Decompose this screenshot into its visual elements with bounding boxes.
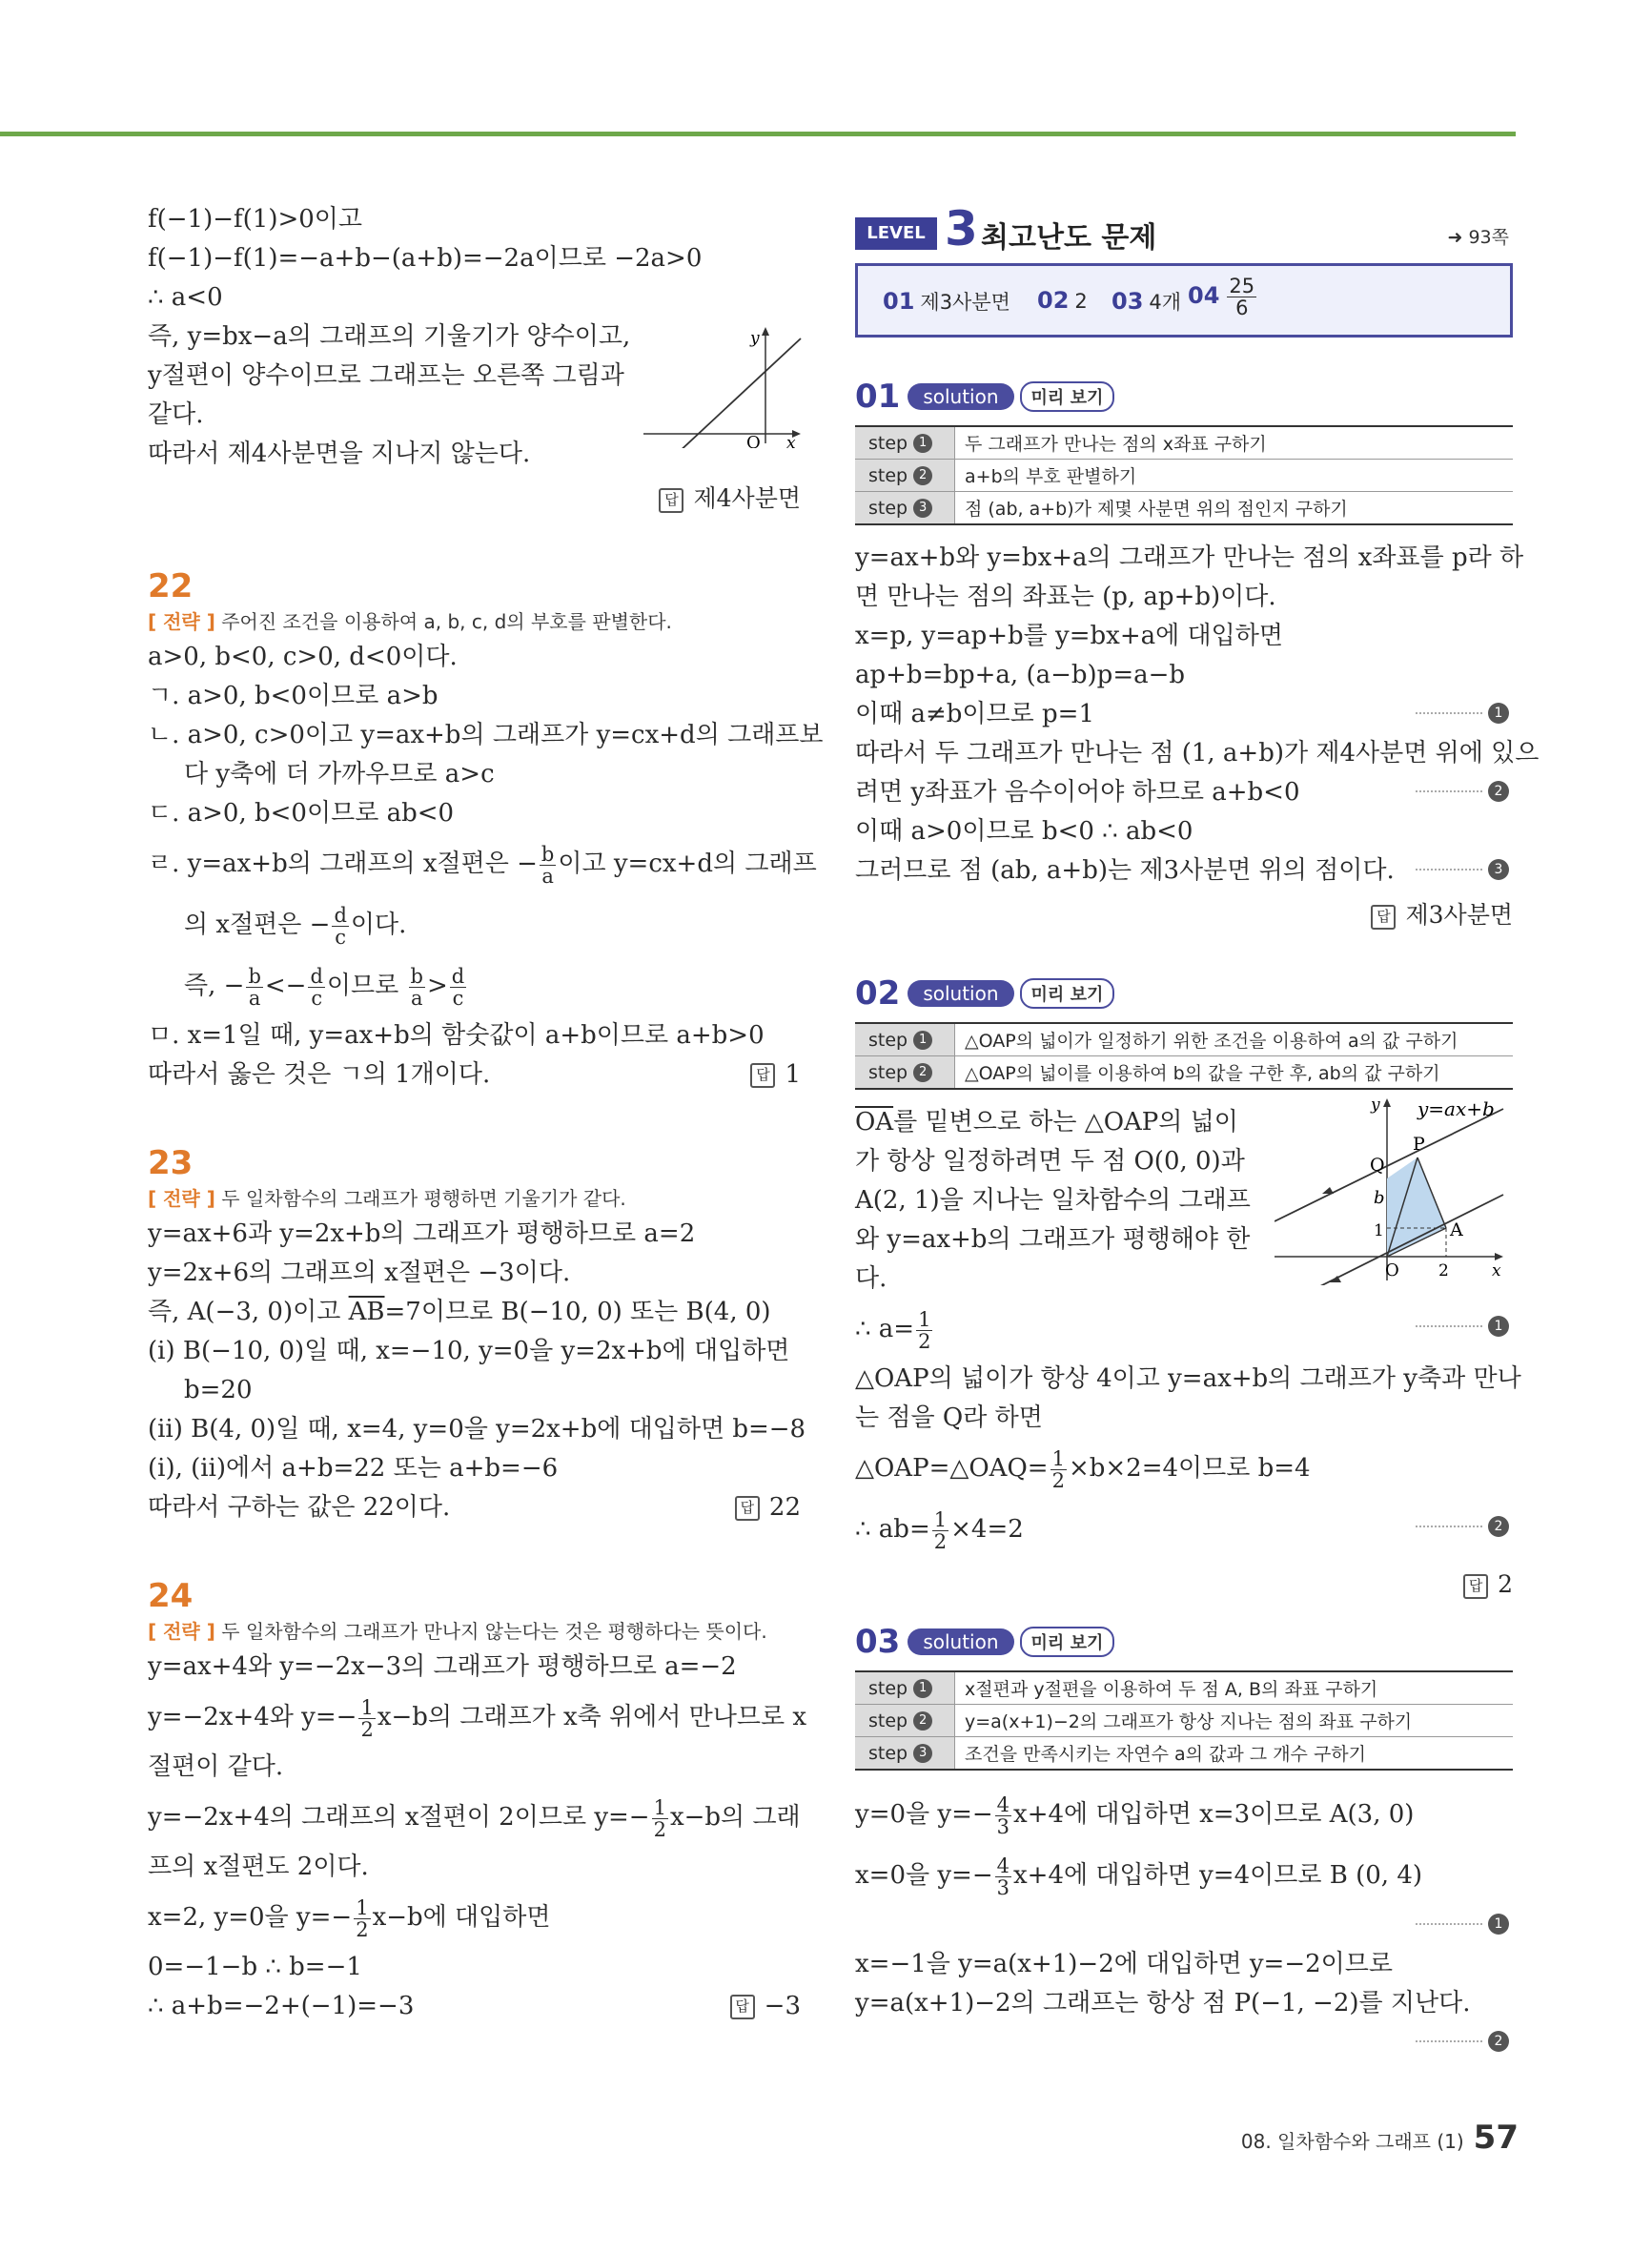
fraction: $\frac{d}{c}$: [310, 964, 323, 1010]
text-line: y=a(x+1)−2의 그래프는 항상 점 P(−1, −2)를 지난다.: [855, 1989, 1471, 2017]
text-line: ∴ ab= $\frac{1}{2}$ ×4=2 2: [855, 1499, 1513, 1560]
problem-24: [148, 1577, 807, 2026]
text-line: 따라서 구하는 값은 22이다. 답 22: [148, 1488, 801, 1527]
text-line: y=ax+6과 y=2x+b의 그래프가 평행하므로 a=2: [148, 1219, 696, 1248]
text-line: ap+b=bp+a, (a−b)p=a−b: [855, 661, 1186, 689]
answer-inline: 답 22: [735, 1488, 801, 1527]
svg-text:A: A: [1450, 1219, 1463, 1240]
text-line: 같다.: [148, 400, 204, 429]
step-row: step 2 △OAP의 넓이를 이용하여 b의 값을 구한 후, ab의 값 구하기: [855, 1056, 1513, 1088]
preview-label: 미리 보기: [1020, 1627, 1115, 1657]
text-line: ㄱ. a>0, b<0이므로 a>b: [148, 682, 438, 710]
text-line: a>0, b<0, c>0, d<0이다.: [148, 643, 458, 671]
svg-text:y: y: [1371, 1096, 1380, 1115]
step-row: step 3 조건을 만족시키는 자연수 a의 값과 그 개수 구하기: [855, 1737, 1513, 1769]
step-table: [855, 1022, 1513, 1090]
text-line: ㄴ. a>0, c>0이고 y=ax+b의 그래프가 y=cx+d의 그래프보: [148, 721, 824, 749]
text-line: $\overline{OA}$를 밑변으로 하는 △OAP의 넓이: [855, 1108, 1238, 1137]
step-row: step 3 점 (ab, a+b)가 제몇 사분면 위의 점인지 구하기: [855, 492, 1513, 523]
fraction: $\frac{4}{3}$: [996, 1854, 1010, 1899]
text-line: 와 y=ax+b의 그래프가 평행해야 한: [855, 1225, 1251, 1254]
page-number: 57: [1473, 2119, 1519, 2157]
problem-number: 24: [148, 1577, 194, 1615]
marker-line: [855, 1906, 1513, 1945]
solution-header: [855, 1621, 1513, 1663]
text-line: y=ax+b와 y=bx+a의 그래프가 만나는 점의 x좌표를 p라 하: [855, 543, 1524, 572]
right-column: [855, 201, 1540, 2062]
answer-item: 04 $\frac{25}{6}$: [1188, 275, 1255, 319]
axis-label-x: x: [786, 434, 796, 448]
text-line: y=−2x+4의 그래프의 x절편이 2이므로 y=− $\frac{1}{2}$ x−b의 그래: [148, 1795, 801, 1841]
step-row: step 2 y=a(x+1)−2의 그래프가 항상 지나는 점의 좌표 구하기: [855, 1705, 1513, 1737]
step-marker: 3: [1416, 859, 1509, 880]
text-line: y=0을 y=− $\frac{4}{3}$ x+4에 대입하면 x=3이므로 A(3, 0): [855, 1792, 1415, 1838]
left-column: [148, 200, 824, 2026]
text-line: f(−1)−f(1)>0이고: [148, 205, 363, 234]
text-line: x=p, y=ap+b를 y=bx+a에 대입하면: [855, 622, 1283, 650]
chapter-title: 08. 일차함수와 그래프 (1): [1240, 2130, 1464, 2153]
strategy-text: 주어진 조건을 이용하여 a, b, c, d의 부호를 판별한다.: [221, 610, 672, 633]
answer-icon: 답: [659, 488, 683, 513]
strategy-line: [148, 1182, 801, 1215]
fraction: $\frac{25}{6}$: [1229, 275, 1255, 319]
top-rule: [0, 132, 1516, 136]
strategy-tag: [ 전략 ]: [148, 1620, 215, 1643]
solution-number: 01: [855, 378, 901, 416]
answer-inline: 답 1: [750, 1055, 801, 1095]
text-line: ∴ a<0: [148, 283, 223, 312]
text-line: △OAP=△OAQ= $\frac{1}{2}$ ×b×2=4이므로 b=4: [855, 1446, 1311, 1492]
answer-line: [148, 480, 801, 518]
solution-03: [855, 1621, 1513, 2062]
strategy-tag: [ 전략 ]: [148, 1187, 215, 1210]
text-line: 의 x절편은 − $\frac{d}{c}$ 이다.: [184, 903, 407, 949]
text-line: ㄹ. y=ax+b의 그래프의 x절편은 − $\frac{b}{a}$ 이고 y=cx+d의 그래프: [148, 842, 817, 888]
text-line: 다.: [855, 1264, 887, 1293]
text-line: x=−1을 y=a(x+1)−2에 대입하면 y=−2이므로: [855, 1950, 1393, 1978]
text-line: 따라서 옳은 것은 ㄱ의 1개이다. 답 1: [148, 1055, 801, 1095]
fraction: $\frac{d}{c}$: [334, 903, 347, 949]
intro-graph: [643, 324, 806, 448]
text-line: 0=−1−b ∴ b=−1: [148, 1953, 362, 1981]
text-line: 가 항상 일정하려면 두 점 O(0, 0)과: [855, 1147, 1245, 1176]
step-table: [855, 1670, 1513, 1771]
step-marker: 2: [1416, 1516, 1509, 1537]
strategy-text: 두 일차함수의 그래프가 평행하면 기울기가 같다.: [221, 1187, 626, 1210]
level-number: 3: [945, 201, 978, 256]
text-line: 따라서 두 그래프가 만나는 점 (1, a+b)가 제4사분면 위에 있으: [855, 739, 1540, 768]
solution-02: [855, 973, 1521, 1604]
strategy-text: 두 일차함수의 그래프가 만나지 않는다는 것은 평행하다는 뜻이다.: [221, 1620, 767, 1643]
fraction: $\frac{d}{c}$: [451, 964, 465, 1010]
text-line: f(−1)−f(1)=−a+b−(a+b)=−2a이므로 −2a>0: [148, 244, 703, 273]
answer-item: 03 4개: [1112, 288, 1182, 315]
text-line: 는 점을 Q라 하면: [855, 1403, 1043, 1432]
triangle-graph: [1275, 1095, 1513, 1285]
text-line: 그러므로 점 (ab, a+b)는 제3사분면 위의 점이다. 3: [855, 851, 1513, 891]
step-marker: 1: [1416, 703, 1509, 724]
text-line: 절편이 같다.: [148, 1752, 284, 1781]
svg-text:Q: Q: [1370, 1155, 1385, 1176]
svg-text:O: O: [1385, 1260, 1399, 1280]
marker-line: [855, 2023, 1513, 2062]
answer-summary-box: [855, 263, 1513, 338]
answer-icon: 답: [1371, 905, 1396, 930]
solution-pill: solution: [908, 980, 1013, 1007]
fraction: $\frac{4}{3}$: [996, 1792, 1010, 1838]
text-line: 즉, − $\frac{b}{a}$ <− $\frac{d}{c}$ 이므로 $\frac{b}{a}$ > $\frac{d}{c}$: [184, 964, 465, 1010]
text-line: 이때 a≠b이므로 p=1 1: [855, 695, 1513, 734]
step-marker: 1: [1416, 1316, 1509, 1337]
step-row: step 1 x절편과 y절편을 이용하여 두 점 A, B의 좌표 구하기: [855, 1672, 1513, 1705]
text-line: ∴ a= $\frac{1}{2}$ 1: [855, 1299, 1513, 1360]
answer-item: 02 2: [1037, 287, 1088, 314]
page-footer: [1241, 2119, 1519, 2157]
strategy-tag: [ 전략 ]: [148, 610, 215, 633]
answer-line: 답 제3사분면: [855, 896, 1513, 934]
fraction: $\frac{1}{2}$: [918, 1307, 931, 1353]
answer-icon: 답: [750, 1063, 775, 1088]
intro-solution: [148, 200, 801, 518]
preview-label: 미리 보기: [1020, 381, 1115, 412]
fraction: $\frac{1}{2}$: [360, 1695, 374, 1741]
text-line: x=0을 y=− $\frac{4}{3}$ x+4에 대입하면 y=4이므로 B (0, 4): [855, 1854, 1423, 1899]
fraction: $\frac{b}{a}$: [248, 964, 261, 1010]
text-line: (ⅰ) B(−10, 0)일 때, x=−10, y=0을 y=2x+b에 대입하면: [148, 1337, 790, 1365]
text-line: 즉, y=bx−a의 그래프의 기울기가 양수이고,: [148, 322, 631, 351]
answer-value: 제4사분면: [693, 484, 801, 512]
fraction: $\frac{1}{2}$: [933, 1507, 948, 1553]
fraction: $\frac{1}{2}$: [653, 1795, 666, 1841]
text-line: 즉, A(−3, 0)이고 $\overline{AB}=7$이므로 B(−10, 0) 또는 B(4, 0): [148, 1298, 771, 1326]
text-line: ㅁ. x=1일 때, y=ax+b의 함숫값이 a+b이므로 a+b>0: [148, 1021, 765, 1050]
text-line: y절편이 양수이므로 그래프는 오른쪽 그림과: [148, 361, 624, 390]
text-line: 따라서 제4사분면을 지나지 않는다.: [148, 440, 531, 468]
step-table: [855, 425, 1513, 525]
text-line: y=ax+4와 y=−2x−3의 그래프가 평행하므로 a=−2: [148, 1652, 737, 1681]
step-marker: 2: [1416, 2031, 1509, 2052]
level-title: 최고난도 문제: [981, 221, 1157, 255]
problem-number: 22: [148, 567, 194, 605]
fraction: $\frac{1}{2}$: [1051, 1446, 1065, 1492]
step-row: step 2 a+b의 부호 판별하기: [855, 460, 1513, 492]
svg-text:b: b: [1374, 1188, 1385, 1208]
answer-inline: 답 −3: [730, 1987, 801, 2026]
text-line: ∴ a+b=−2+(−1)=−3 답 −3: [148, 1987, 801, 2026]
text-line: x=2, y=0을 y=− $\frac{1}{2}$ x−b에 대입하면: [148, 1895, 551, 1941]
answer-item: 01 제3사분면: [883, 288, 1010, 315]
step-marker: 1: [1416, 1914, 1509, 1935]
fraction: $\frac{b}{a}$: [540, 842, 555, 888]
text-line: 려면 y좌표가 음수이어야 하므로 a+b<0 2: [855, 773, 1513, 812]
strategy-line: [148, 1615, 801, 1648]
answer-icon: 답: [730, 1995, 755, 2019]
svg-text:P: P: [1413, 1134, 1425, 1155]
problem-number: 23: [148, 1144, 194, 1182]
step-row: step 1 두 그래프가 만나는 점의 x좌표 구하기: [855, 427, 1513, 460]
problem-23: [148, 1144, 806, 1527]
level-tag: LEVEL: [855, 217, 937, 250]
text-line: (ⅱ) B(4, 0)일 때, x=4, y=0을 y=2x+b에 대입하면 b=−8: [148, 1415, 806, 1444]
text-line: (ⅰ), (ⅱ)에서 a+b=22 또는 a+b=−6: [148, 1454, 559, 1483]
text-line: y=2x+6의 그래프의 x절편은 −3이다.: [148, 1259, 571, 1287]
preview-label: 미리 보기: [1020, 978, 1115, 1009]
step-marker: 2: [1416, 781, 1509, 802]
solution-number: 03: [855, 1623, 901, 1661]
level-header: [855, 201, 1513, 257]
text-line: 이때 a>0이므로 b<0 ∴ ab<0: [855, 817, 1193, 846]
step-row: step 1 △OAP의 넓이가 일정하기 위한 조건을 이용하여 a의 값 구하기: [855, 1024, 1513, 1056]
strategy-line: [148, 605, 801, 638]
solution-pill: solution: [908, 383, 1013, 410]
text-line: 다 y축에 더 가까우므로 a>c: [184, 760, 495, 789]
level-page-ref: ➜ 93쪽: [1447, 227, 1509, 248]
text-line: △OAP의 넓이가 항상 4이고 y=ax+b의 그래프가 y축과 만나: [855, 1364, 1521, 1393]
svg-text:x: x: [1492, 1261, 1501, 1280]
solution-header: [855, 376, 1513, 418]
svg-text:1: 1: [1374, 1221, 1384, 1240]
axis-label-y: y: [750, 329, 760, 348]
text-line: A(2, 1)을 지나는 일차함수의 그래프: [855, 1186, 1251, 1215]
solution-pill: solution: [908, 1628, 1013, 1655]
solution-01: [855, 376, 1540, 934]
answer-icon: 답: [735, 1496, 760, 1521]
answer-line: 답 2: [855, 1566, 1513, 1604]
fraction: $\frac{1}{2}$: [356, 1895, 369, 1941]
fraction: $\frac{b}{a}$: [410, 964, 423, 1010]
answer-icon: 답: [1463, 1574, 1488, 1599]
svg-text:y=ax+b: y=ax+b: [1417, 1097, 1495, 1120]
solution-number: 02: [855, 974, 901, 1013]
svg-text:2: 2: [1438, 1261, 1449, 1280]
text-line: ㄷ. a>0, b<0이므로 ab<0: [148, 799, 455, 828]
text-line: 프의 x절편도 2이다.: [148, 1853, 369, 1881]
solution-header: [855, 973, 1513, 1014]
text-line: y=−2x+4와 y=− $\frac{1}{2}$ x−b의 그래프가 x축 위에서 만나므로 x: [148, 1695, 807, 1741]
problem-22: [148, 567, 824, 1095]
text-line: b=20: [184, 1376, 253, 1404]
text-line: 면 만나는 점의 좌표는 (p, ap+b)이다.: [855, 583, 1276, 611]
origin-label: O: [746, 433, 761, 448]
